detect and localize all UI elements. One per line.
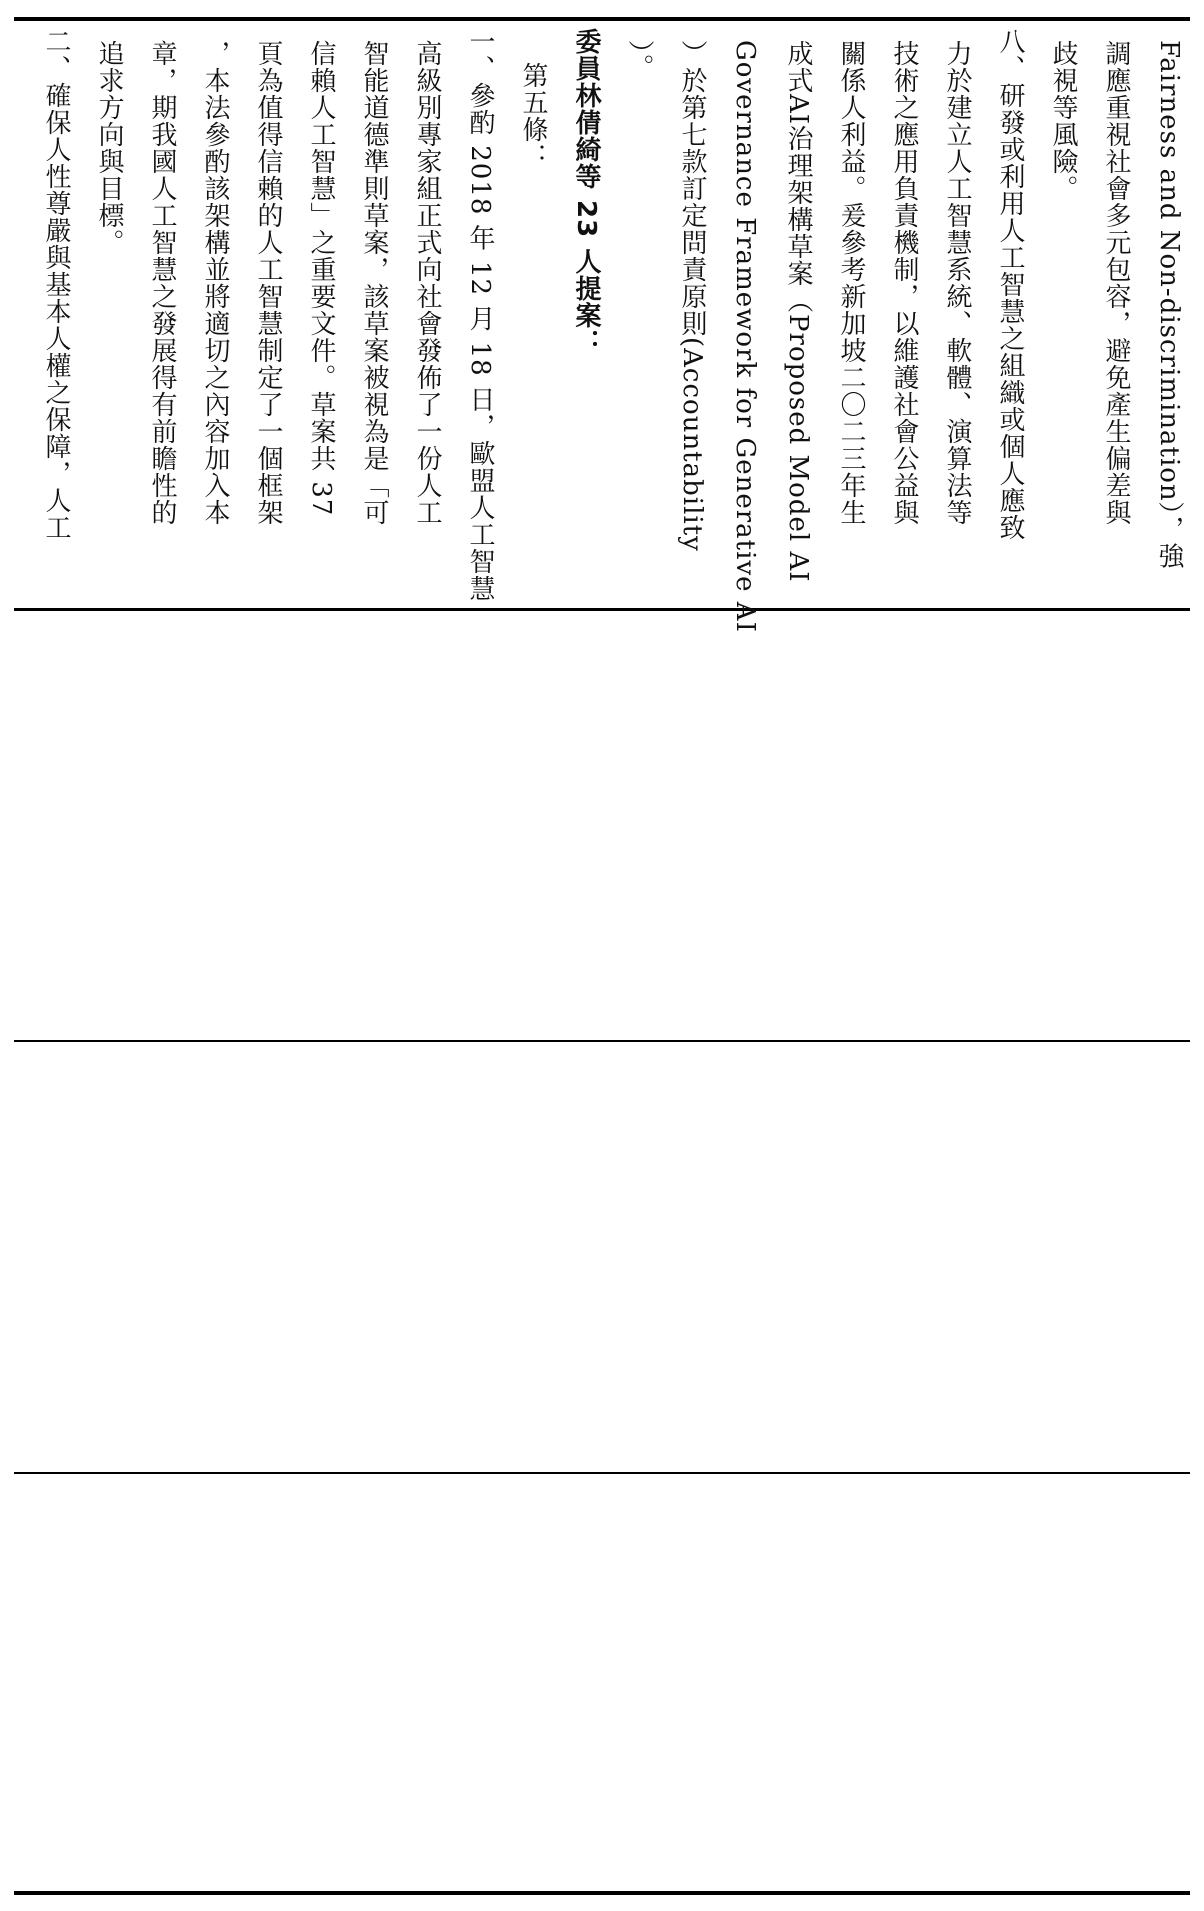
text-column: 歧視等風險。 — [1048, 40, 1078, 202]
text-column: ）於第七款訂定問責原則(Accountability — [677, 40, 707, 552]
bottom-rule — [14, 1891, 1190, 1895]
text-column: 成式AI治理架構草案（Proposed Model AI — [783, 40, 813, 583]
text-column: 調應重視社會多元包容，避免產生偏差與 — [1101, 40, 1131, 526]
text-column: 二、確保人性尊嚴與基本人權之保障，人工 — [41, 28, 71, 541]
article-heading: 第五條： — [518, 62, 548, 170]
text-column: 八、研發或利用人工智慧之組織或個人應致 — [995, 28, 1025, 541]
row-divider-2 — [14, 1040, 1190, 1042]
text-column: 關係人利益。爰參考新加坡二〇二三年生 — [836, 40, 866, 526]
text-column: 信賴人工智慧」之重要文件。草案共 37 — [306, 40, 336, 517]
text-column: Fairness and Non-discrimination），強 — [1154, 40, 1184, 570]
text-column: ，本法參酌該架構並將適切之內容加入本 — [200, 40, 230, 526]
text-column: Governance Framework for Generative AI — [730, 40, 760, 633]
text-column: ）。 — [624, 40, 654, 81]
text-column: 力於建立人工智慧系統、軟體、演算法等 — [942, 40, 972, 526]
top-rule — [14, 17, 1190, 21]
text-column: 一、參酌 2018 年 12 月 18 日，歐盟人工智慧 — [465, 28, 495, 602]
text-column: 頁為值得信賴的人工智慧制定了一個框架 — [253, 40, 283, 526]
proposal-heading: 委員林倩綺等 23 人提案： — [571, 28, 601, 357]
text-column: 追求方向與目標。 — [94, 40, 124, 256]
row-divider-1 — [14, 608, 1190, 611]
row-divider-3 — [14, 1472, 1190, 1474]
text-column: 技術之應用負責機制，以維護社會公益與 — [889, 40, 919, 526]
text-column: 高級別專家組正式向社會發佈了一份人工 — [412, 40, 442, 526]
text-column: 章，期我國人工智慧之發展得有前瞻性的 — [147, 40, 177, 526]
text-column: 智能道德準則草案，該草案被視為是「可 — [359, 40, 389, 526]
